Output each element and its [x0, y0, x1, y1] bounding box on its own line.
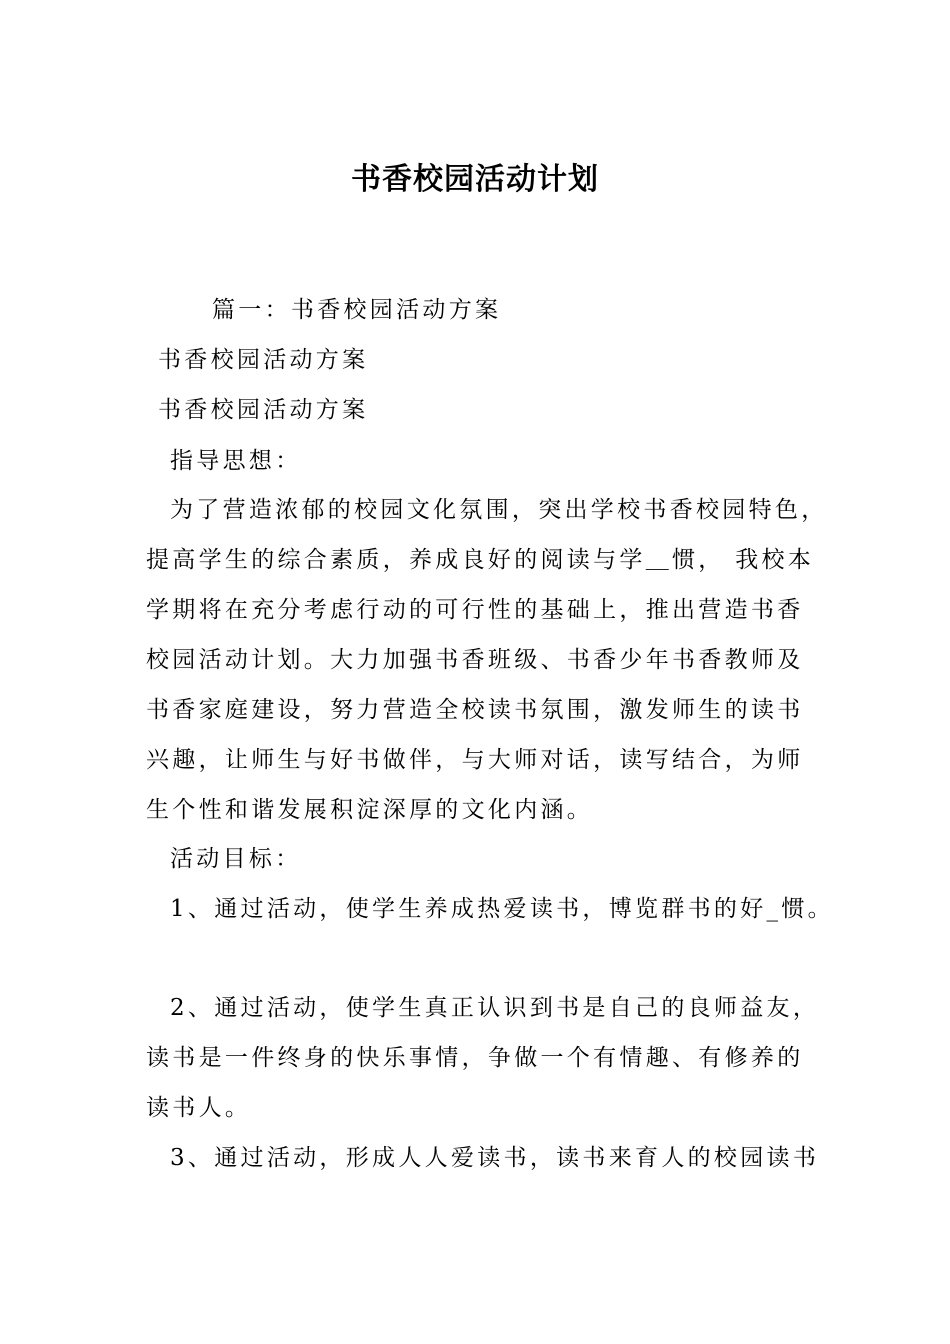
paragraph-line: 校园活动计划。大力加强书香班级、书香少年书香教师及 — [146, 647, 804, 673]
paragraph-line: 书香校园活动方案 — [158, 397, 369, 423]
paragraph-line: 生个性和谐发展积淀深厚的文化内涵。 — [146, 797, 594, 823]
paragraph-line: 篇一：书香校园活动方案 — [212, 297, 502, 323]
list-item: 3、通过活动，形成人人爱读书，读书来育人的校园读书 — [170, 1145, 820, 1171]
paragraph-line: 读书是一件终身的快乐事情，争做一个有情趣、有修养的 — [146, 1045, 804, 1071]
paragraph-line: 书香家庭建设，努力营造全校读书氛围，激发师生的读书 — [146, 697, 804, 723]
paragraph-line: 为了营造浓郁的校园文化氛围，突出学校书香校园特色， — [170, 497, 828, 523]
document-title: 书香校园活动计划 — [351, 162, 599, 197]
section-heading: 指导思想： — [170, 448, 302, 474]
list-item: 2、通过活动，使学生真正认识到书是自己的良师益友， — [170, 995, 820, 1021]
paragraph-line: 书香校园活动方案 — [158, 347, 369, 373]
list-item: 1、通过活动，使学生养成热爱读书，博览群书的好_惯。 — [170, 896, 834, 922]
paragraph-line: 兴趣，让师生与好书做伴，与大师对话，读写结合，为师 — [146, 747, 804, 773]
paragraph-line: 读书人。 — [146, 1095, 252, 1121]
section-heading: 活动目标： — [170, 846, 302, 872]
paragraph-line: 学期将在充分考虑行动的可行性的基础上，推出营造书香 — [146, 597, 804, 623]
paragraph-line: 提高学生的综合素质，养成良好的阅读与学＿惯， 我校本 — [146, 547, 815, 573]
